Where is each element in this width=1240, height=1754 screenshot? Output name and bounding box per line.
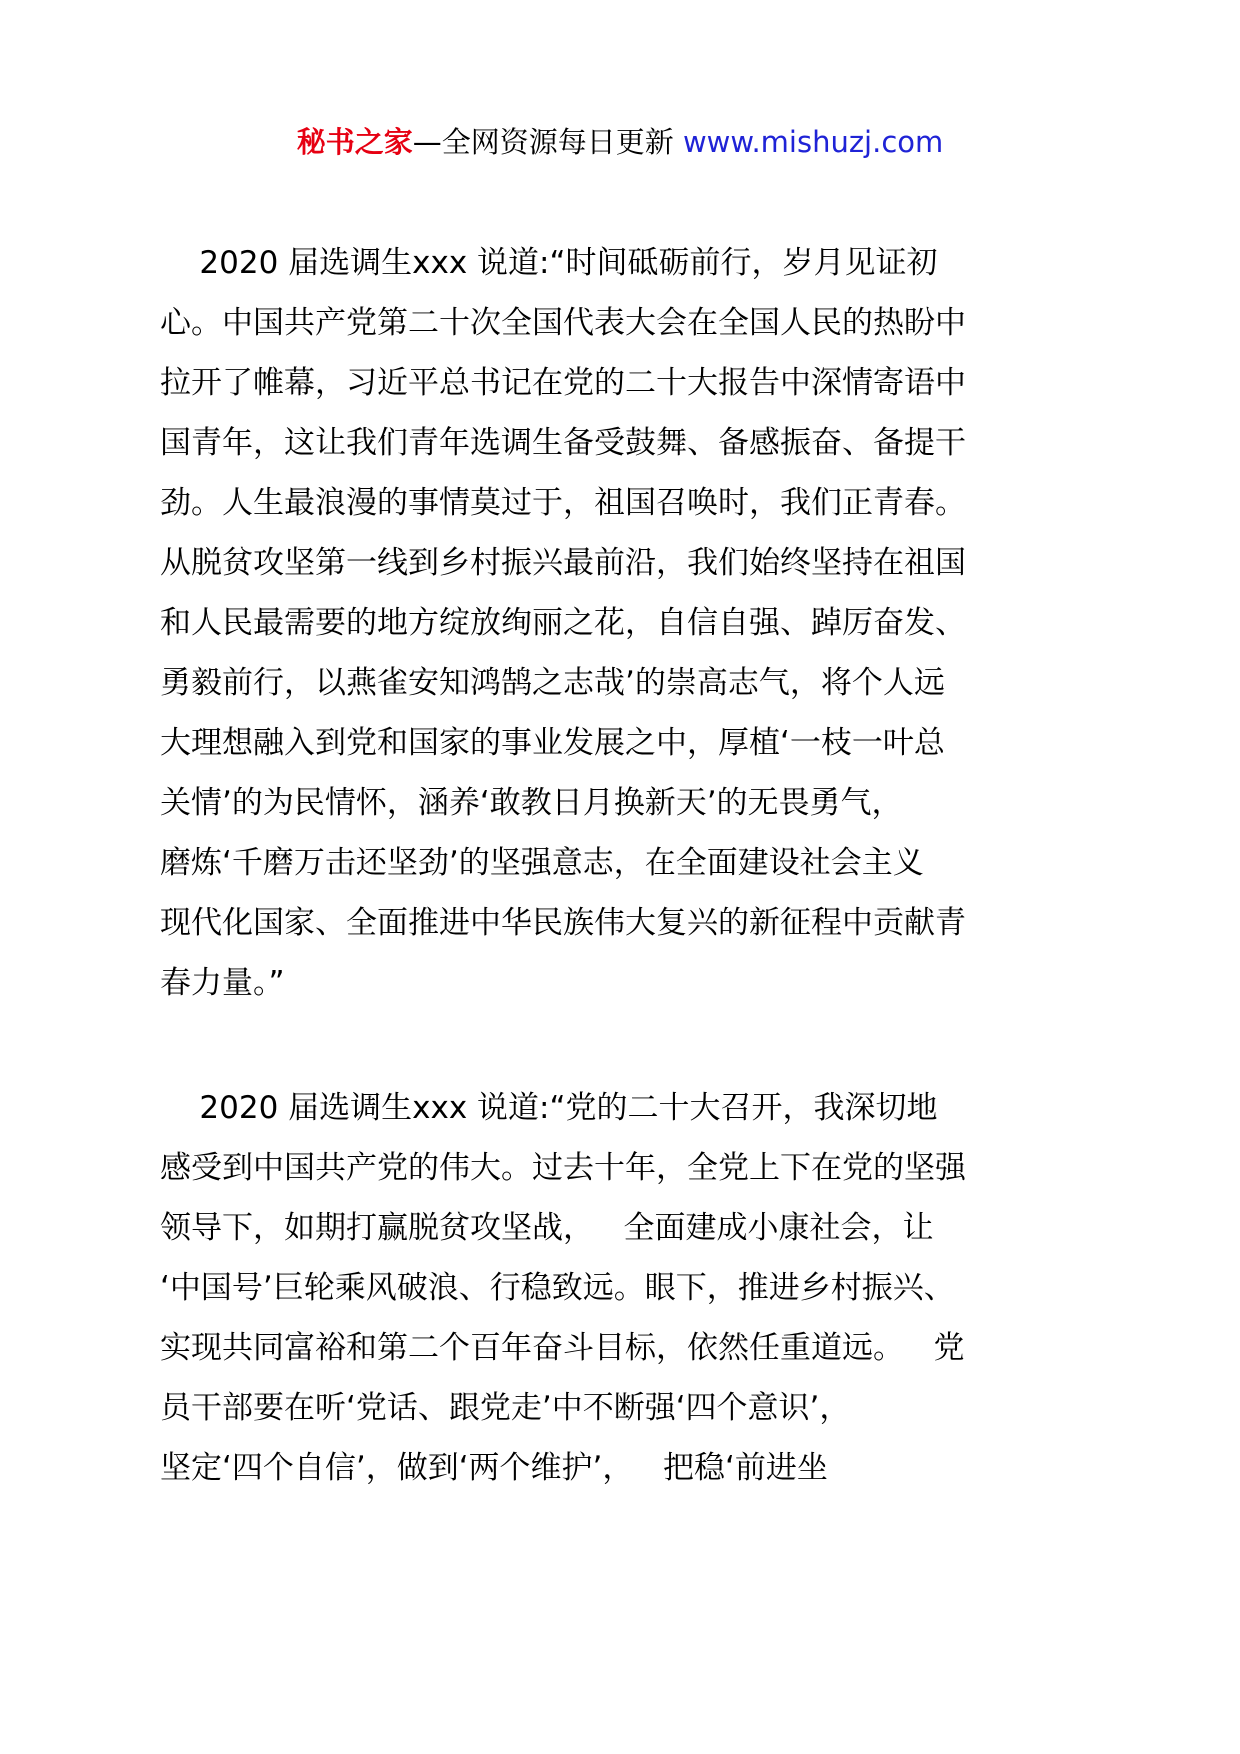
text-line: 坚定‘四个自信’，做到‘两个维护’， 把稳‘前进坐 <box>160 1450 828 1486</box>
text-line: 领导下，如期打赢脱贫攻坚战， 全面建成小康社会，让 <box>160 1210 934 1246</box>
text-line: 从脱贫攻坚第一线到乡村振兴最前沿，我们始终坚持在祖国 <box>160 545 966 581</box>
text-line: 和人民最需要的地方绽放绚丽之花，自信自强、踔厉奋发、 <box>160 605 966 641</box>
text-line: 感受到中国共产党的伟大。过去十年，全党上下在党的坚强 <box>160 1150 966 1186</box>
text-line: 实现共同富裕和第二个百年奋斗目标，依然任重道远。 党 <box>160 1330 965 1366</box>
text-line: 2020 届选调生xxx 说道:“党的二十大召开，我深切地 <box>160 1090 938 1126</box>
page-header <box>0 122 1240 162</box>
text-line: 心。中国共产党第二十次全国代表大会在全国人民的热盼中 <box>160 305 966 341</box>
text-line: 现代化国家、全面推进中华民族伟大复兴的新征程中贡献青 <box>160 905 966 941</box>
header-tagline: —全网资源每日更新 <box>412 125 683 159</box>
text-line: 劲。人生最浪漫的事情莫过于，祖国召唤时，我们正青春。 <box>160 485 966 521</box>
text-line: 国青年，这让我们青年选调生备受鼓舞、备感振奋、备提干 <box>160 425 966 461</box>
text-line: 大理想融入到党和国家的事业发展之中，厚植‘一枝一叶总 <box>160 725 945 761</box>
text-line: ‘中国号’巨轮乘风破浪、行稳致远。眼下，推进乡村振兴、 <box>160 1270 955 1306</box>
paragraph-2 <box>160 1078 1090 1498</box>
brand-name: 秘书之家 <box>296 125 413 159</box>
text-line: 员干部要在听‘党话、跟党走’中不断强‘四个意识’， <box>160 1390 851 1426</box>
text-line: 2020 届选调生xxx 说道:“时间砥砺前行，岁月见证初 <box>160 245 938 281</box>
text-line: 磨炼‘千磨万击还坚劲’的坚强意志，在全面建设社会主义 <box>160 845 924 881</box>
text-line: 勇毅前行，以燕雀安知鸿鹄之志哉’的崇高志气，将个人远 <box>160 665 945 701</box>
site-url-link[interactable]: www.mishuzj.com <box>682 125 944 159</box>
paragraph-1 <box>160 233 1090 1013</box>
text-line: 关情’的为民情怀，涵养‘敢教日月换新天’的无畏勇气， <box>160 785 903 821</box>
text-line: 春力量。” <box>160 965 285 1001</box>
text-line: 拉开了帷幕，习近平总书记在党的二十大报告中深情寄语中 <box>160 365 966 401</box>
